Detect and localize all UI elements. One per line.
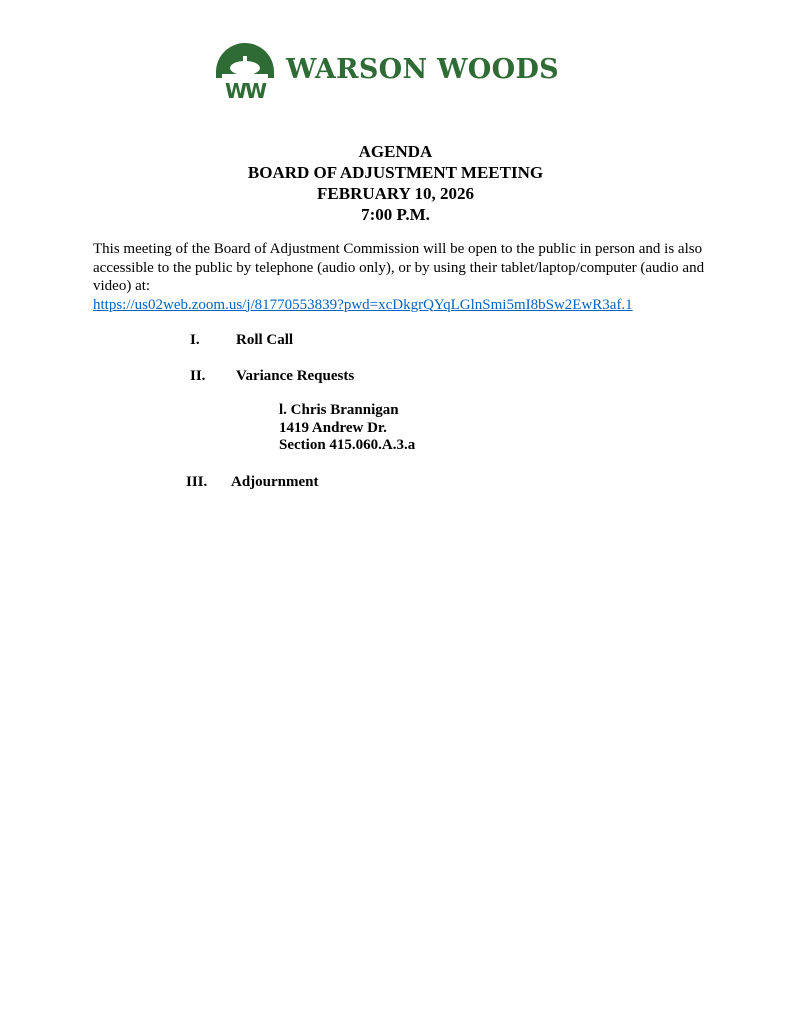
heading-meeting: BOARD OF ADJUSTMENT MEETING: [247, 163, 544, 182]
applicant-name: l. Chris Brannigan: [279, 402, 399, 418]
warson-woods-logo: [212, 38, 559, 100]
agenda-heading: [0, 141, 791, 225]
heading-time: 7:00 P.M.: [361, 205, 430, 224]
tree-monogram-icon: [212, 38, 278, 100]
logo-text: WARSON WOODS: [286, 53, 559, 85]
agenda-item-numeral: III.: [186, 474, 208, 490]
agenda-item-roll-call: Roll Call: [236, 332, 294, 348]
agenda-item-adjournment: Adjournment: [231, 474, 319, 490]
intro-paragraph: [93, 240, 733, 314]
variance-request-detail: [279, 402, 415, 455]
zoom-meeting-link[interactable]: https://us02web.zoom.us/j/81770553839?pwd=xcDkgrQYqLGlnSmi5mI8bSw2EwR3af.1: [93, 296, 633, 313]
code-section: Section 415.060.A.3.a: [279, 437, 416, 453]
agenda-item-numeral: II.: [190, 368, 206, 384]
heading-date: FEBRUARY 10, 2026: [317, 184, 474, 203]
heading-title: AGENDA: [358, 142, 433, 161]
intro-text: This meeting of the Board of Adjustment Commission will be open to the public in person and is also accessible to the public by telephone (audio only), or by using their tablet/laptop/computer (audio and video) at:: [93, 241, 705, 294]
agenda-item-variance-requests: Variance Requests: [236, 368, 355, 384]
applicant-address: 1419 Andrew Dr.: [279, 419, 387, 436]
svg-text:WW: WW: [224, 79, 266, 100]
agenda-item-numeral: I.: [190, 332, 200, 348]
